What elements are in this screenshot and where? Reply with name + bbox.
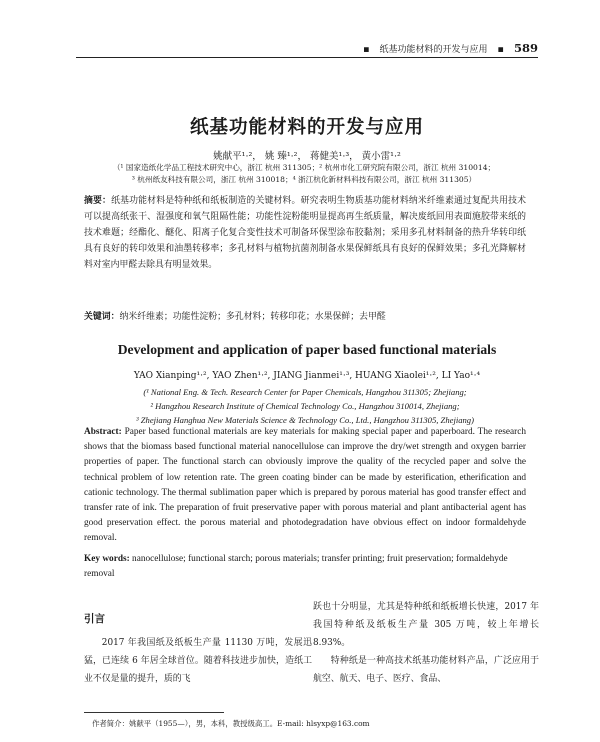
english-keywords-text: nanocellulose; functional starch; porous materials; transfer printing; fruit preservation; formaldehyde removal	[84, 554, 508, 580]
english-keywords-label: Key words:	[84, 554, 130, 564]
body-column-left	[84, 598, 312, 688]
chinese-title: 纸基功能材料的开发与应用	[189, 117, 424, 138]
body-paragraph: 2017 年我国纸及纸板生产量 11130 万吨，发展迅猛，已连续 6 年居全球首位。随着科技进步加快，造纸工业不仅是量的提升，质的飞	[84, 638, 312, 684]
english-affiliation-line: (¹ National Eng. & Tech. Research Center for Paper Chemicals, Hangzhou 311305; Zhejiang;	[143, 387, 467, 397]
english-abstract-text: Paper based functional materials are key materials for making special paper and paperboard. The research shows that the biomass based functional material nanocellulose can improve the dry/wet strength and oxygen barrier properties of paper. The functional starch can obviously improve the quality of the recycled paper and solve the technical problem of low retention rate. The green coating binder can be made by esterification, etherification and cationic technology. The thermal sublimation paper which is prepared by porous material has good transfer effect and transfer rate of ink. The preparation of fruit preservative paper with porous material and plant antibacterial agent has good preservation effect. the porous material and photodegradation have obvious effect on indoor formaldehyde removal.	[84, 427, 526, 544]
chinese-affiliations	[84, 162, 524, 186]
chinese-keywords-text: 纳米纤维素；功能性淀粉；多孔材料；转移印花；水果保鲜；去甲醛	[119, 312, 386, 322]
english-abstract-label: Abstract:	[84, 427, 122, 437]
chinese-keywords-label: 关键词：	[84, 312, 120, 322]
header-rule	[76, 57, 538, 58]
author-footnote: 作者简介：姚献平（1955—），男，本科，教授级高工。E-mail: hlsyxp@163.com	[92, 719, 370, 728]
section-heading-introduction: 引言	[84, 613, 105, 625]
english-affiliation-line: ³ Zhejiang Hanghua New Materials Science & Technology Co., Ltd., Hangzhou 311305, Zhejiang)	[136, 415, 474, 425]
chinese-abstract	[84, 193, 526, 273]
english-affiliations	[90, 385, 520, 427]
chinese-affiliation-line: （¹ 国家造纸化学品工程技术研究中心，浙江 杭州 311305；² 杭州市化工研究院有限公司，浙江 杭州 310014；	[112, 163, 496, 172]
header-bullet-right: ▪	[497, 44, 504, 55]
chinese-authors: 姚献平¹·²， 姚 臻¹·²， 蒋健美¹·³， 黄小雷¹·²	[213, 151, 401, 162]
english-affiliation-line: ² Hangzhou Research Institute of Chemical Technology Co., Hangzhou 310014, Zhejiang;	[150, 401, 460, 411]
english-abstract	[84, 425, 526, 547]
english-keywords	[84, 552, 526, 582]
header-bullet-left: ▪	[363, 44, 370, 55]
chinese-abstract-label: 摘要：	[84, 196, 112, 206]
page-number: 589	[513, 41, 538, 55]
body-paragraph: 跃也十分明显，尤其是特种纸和纸板增长快速，2017 年我国特种纸及纸板生产量 305 万吨，较上年增长 8.93%。	[313, 602, 539, 648]
footnote-rule	[84, 712, 224, 713]
running-title: 纸基功能材料的开发与应用	[379, 45, 488, 55]
chinese-abstract-text: 纸基功能材料是特种纸和纸板制造的关键材料。研究表明生物质基功能材料纳米纤维素通过复配共用技术可以提高纸张干、湿强度和氧气阻隔性能；功能性淀粉能明显提高再生纸质量，解决废纸回用表面施胶带来纸的技术难题；经酯化、醚化、阳离子化复合变性技术可制备环保型涂布胶黏剂；采用多孔材料制备的热升华转印纸具有良好的转印效果和油墨转移率；多孔材料与植物抗菌剂制备水果保鲜纸具有良好的保鲜效果；多孔光降解材料对室内甲醛去除具有明显效果。	[84, 196, 527, 270]
body-paragraph: 特种纸是一种高技术纸基功能材料产品，广泛应用于航空、航天、电子、医疗、食品、	[313, 656, 539, 684]
body-column-right	[313, 598, 539, 688]
chinese-affiliation-line: ³ 杭州纸友科技有限公司，浙江 杭州 310018；⁴ 浙江杭化新材料科技有限公司，浙江 杭州 311305）	[131, 175, 477, 184]
chinese-keywords	[84, 309, 526, 322]
english-title: Development and application of paper based functional materials	[117, 342, 497, 357]
english-authors: YAO Xianping¹·², YAO Zhen¹·², JIANG Jianmei¹·³, HUANG Xiaolei¹·², LI Yao¹·⁴	[133, 371, 481, 381]
running-header	[80, 41, 538, 55]
